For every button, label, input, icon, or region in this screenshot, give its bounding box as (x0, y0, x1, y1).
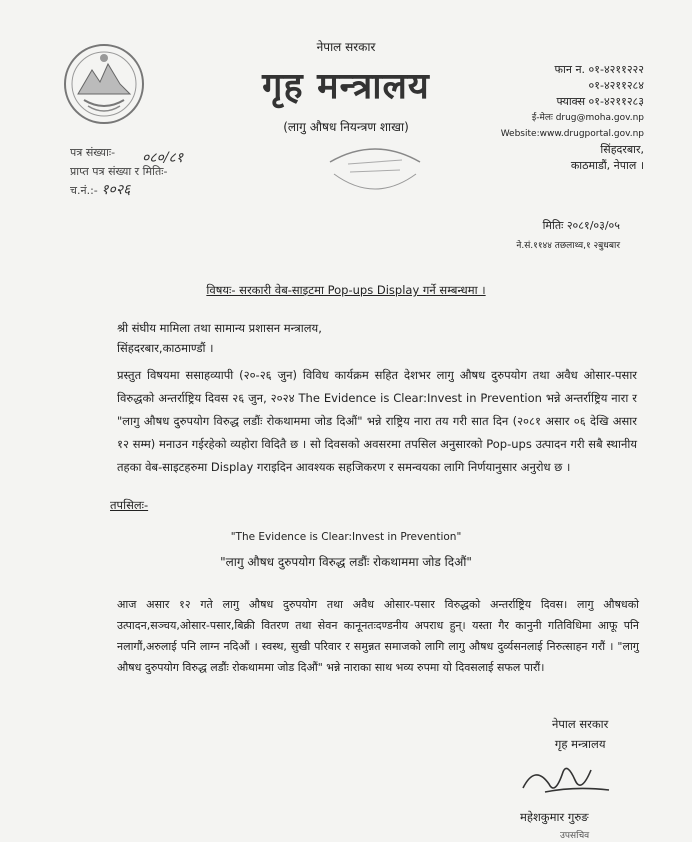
addressee-block (117, 318, 322, 358)
website: Website:www.drugportal.gov.np (500, 129, 644, 139)
received-stamp-icon (320, 140, 430, 202)
government-name: नेपाल सरकार (316, 40, 376, 54)
signer-name: महेशकुमार गुरुङ (520, 810, 589, 824)
date-block (516, 216, 620, 256)
nepali-slogan: "लागु औषध दुरुपयोग विरुद्ध लडौंः रोकथाममा जोड दिऔं" (220, 555, 472, 569)
english-slogan: "The Evidence is Clear:Invest in Prevention" (230, 531, 462, 543)
city: काठमाडौं, नेपाल । (570, 159, 644, 172)
date-bs: मितिः २०८१/०३/०५ (542, 219, 620, 232)
signer-title: उपसचिव (560, 831, 590, 841)
fax: फ्याक्स ०१-४२११२८३ (556, 95, 644, 108)
subject-line (0, 283, 692, 298)
body-paragraph: प्रस्तुत विषयमा ससाहव्यापी (२०-२६ जुन) विविध कार्यक्रम सहित देशभर लागु औषध दुरुपयोग तथा अवैध ओसार-पसार विरुद्धको अन्तर्राष्ट्रिय दिवस २६ जुन, २०२४ The Evidence is Clear:Invest in Prevention भन्ने अन्तर्राष्ट्रिय नारा र "लागु औषध दुरुपयोग विरुद्ध लडौंः रोकथाममा जोड दिऔं" भन्ने राष्ट्रिय नारा तय गरी सात दिन (२०८१ असार ०६ देखि असार १२ सम्म) मनाउन गईरहेको व्यहोरा विदितै छ । सो दिवसको अवसरमा तपसिल अनुसारको Pop-ups उत्पादन गरी सबै स्थानीय तहका वेब-साइटहरुमा Display गराइदिन आवश्यक सहजिकरण र समन्वयका लागि निर्णयानुसार अनुरोध छ । (117, 368, 637, 474)
dispatch-number: १०२६ (101, 182, 131, 198)
place: सिंहदरबार, (600, 143, 644, 156)
sign-off-ministry: गृह मन्त्रालय (554, 737, 606, 751)
subject-text: विषयः- सरकारी वेब-साइटमा Pop-ups Display गर्ने सम्बन्धमा । (206, 283, 486, 297)
prapta-label: प्राप्त पत्र संख्या र मितिः- (70, 165, 168, 178)
ministry-title: गृह मन्त्रालय (262, 65, 430, 107)
branch-name: (लागु औषध नियन्त्रण शाखा) (283, 120, 409, 134)
dispatch-label: च.नं.:- (70, 184, 98, 197)
email: ई-मेलः drug@moha.gov.np (531, 113, 644, 123)
phone-1: फान न. ०१-४२११२२२ (554, 63, 644, 76)
sign-off-block (552, 714, 608, 754)
fiscal-year: ०८०/८१ (142, 150, 184, 166)
sign-off-government: नेपाल सरकार (552, 717, 609, 731)
phone-2: ०१-४२११२८४ (588, 79, 644, 92)
popup-message-text: आज असार १२ गते लागु औषध दुरुपयोग तथा अवैध ओसार-पसार विरुद्धको अन्तर्राष्ट्रिय दिवस। लागु औषधको उत्पादन,सञ्चय,ओसार-पसार,बिक्री वितरण तथा सेवन कानूनतःदण्डनीय अपराध हुन्। यस्ता गैर कानुनी गतिविधिमा आफू पनि नलागौं,अरुलाई पनि लाग्न नदिऔं । स्वस्थ, सुखी परिवार र समुन्नत समाजको लागि लागु औषध दुर्व्यसनलाई निरुत्साहन गरौं । "लागु औषध दुरुपयोग विरुद्ध लडौंः रोकथाममा जोड दिऔं" भन्ने नाराका साथ भव्य रुपमा यो दिवसलाई सफल पारौं। (117, 598, 639, 674)
addressee-line-1: श्री संघीय मामिला तथा सामान्य प्रशासन मन्त्रालय, (117, 321, 322, 335)
letter-no-label: पत्र संख्याः- (70, 146, 116, 159)
addressee-line-2: सिंहदरबार,काठमाण्डौं । (117, 341, 214, 355)
signature-icon (505, 758, 625, 808)
date-nepal-sambat: ने.सं.११४४ तछलाथ्व,१ २बुधबार (516, 241, 620, 251)
contact-block (501, 62, 644, 174)
tapasil-heading: तपसिलः- (110, 498, 149, 512)
